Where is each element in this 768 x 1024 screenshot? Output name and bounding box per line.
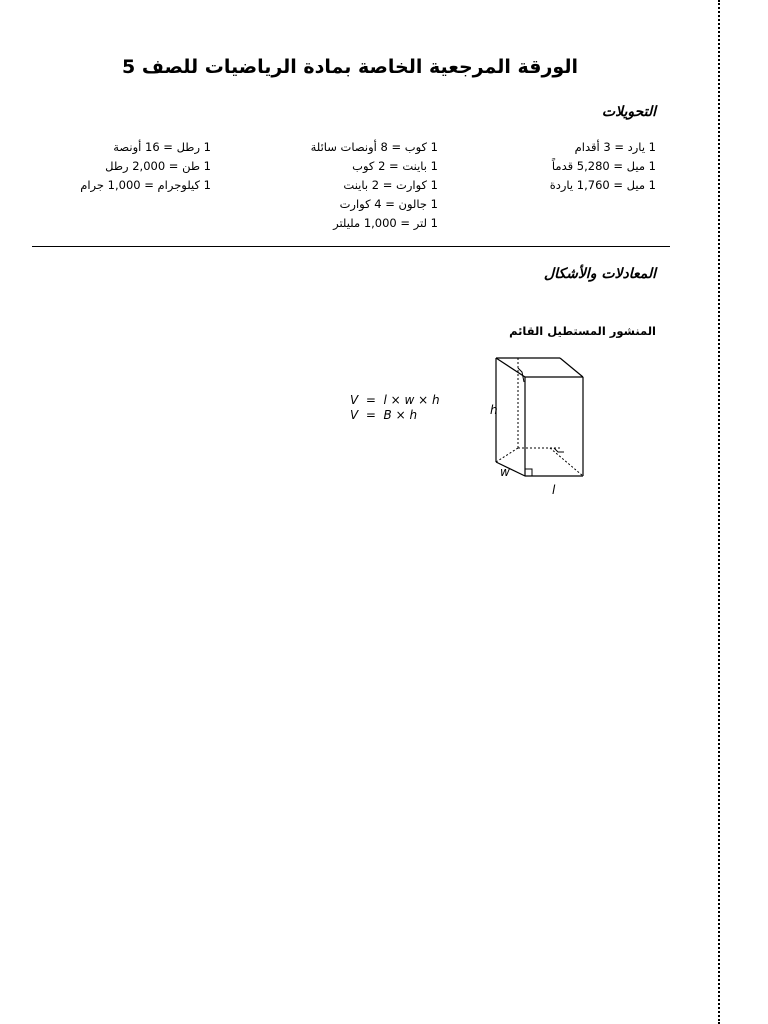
page-title: الورقة المرجعية الخاصة بمادة الرياضيات للصف 5 <box>122 56 578 78</box>
right-angle-mark <box>554 448 564 452</box>
volume-conversions <box>311 138 438 233</box>
label-h: h <box>490 403 498 417</box>
label-l: l <box>552 483 556 497</box>
conversion-item: 1 رطل = 16 أونصة <box>113 140 211 154</box>
rectangular-prism-diagram <box>484 352 596 502</box>
conversion-item: 1 كوب = 8 أونصات سائلة <box>310 140 438 154</box>
conversion-item: 1 طن = 2,000 رطل <box>105 159 211 173</box>
visible-edges <box>496 358 583 476</box>
conversion-item: 1 جالون = 4 كوارت <box>339 197 438 211</box>
formula-line: V = l × w × h <box>350 393 440 407</box>
length-conversions <box>550 138 656 195</box>
formula-line: V = B × h <box>350 408 418 422</box>
dotted-cut-line <box>718 0 720 1024</box>
formulas-heading: المعادلات والأشكال <box>543 266 656 282</box>
conversions-heading: التحويلات <box>601 104 656 120</box>
weight-conversions <box>80 138 211 195</box>
shape-title: المنشور المستطيل القائم <box>509 324 656 338</box>
conversion-item: 1 كيلوجرام = 1,000 جرام <box>80 178 211 192</box>
conversion-item: 1 ميل = 5,280 قدماً <box>551 159 656 173</box>
section-divider <box>32 246 670 247</box>
volume-formulas <box>350 393 440 423</box>
conversion-item: 1 باينت = 2 كوب <box>352 159 438 173</box>
conversion-item: 1 كوارت = 2 باينت <box>343 178 438 192</box>
right-angle-mark <box>525 469 532 476</box>
label-w: w <box>500 465 510 479</box>
conversion-item: 1 لتر = 1,000 مليلتر <box>333 216 438 230</box>
hidden-edges <box>496 358 583 476</box>
conversion-item: 1 ميل = 1,760 ياردة <box>549 178 656 192</box>
conversion-item: 1 يارد = 3 أقدام <box>574 140 656 154</box>
